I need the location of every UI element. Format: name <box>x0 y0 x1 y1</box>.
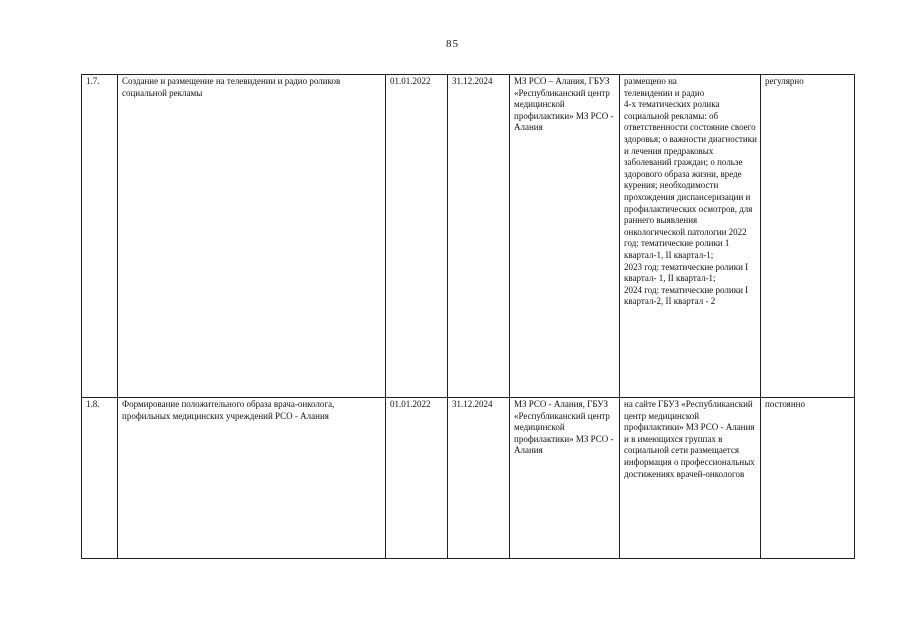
cell-start-date: 01.01.2022 <box>386 75 448 398</box>
table-row <box>82 75 855 398</box>
cell-result: на сайте ГБУЗ «Республиканский центр медицинской профилактики» МЗ РСО - Алания и в имеющихся группах в социальной сети размещается информация о профессиональных достижениях врачей-онкологов <box>620 398 761 559</box>
cell-number: 1.7. <box>82 75 118 398</box>
activities-table <box>81 74 855 559</box>
cell-number: 1.8. <box>82 398 118 559</box>
cell-frequency: регулярно <box>761 75 855 398</box>
cell-end-date: 31.12.2024 <box>448 398 510 559</box>
cell-result: размещено на телевидении и радио 4-х тематических ролика социальной рекламы: об ответственности состояние своего здоровья; о важности диагностики и лечения предраковых заболеваний граждан; о пользе здорового образа жизни, вреде курения; необходимости прохождения диспансеризации и профилактических осмотров, для раннего выявления онкологической патологии 2022 год: тематические ролики 1 квартал-1, II квартал-1; 2023 год: тематические ролики I квартал- 1, II квартал-1; 2024 год: тематические ролики I квартал-2, II квартал - 2 <box>620 75 761 398</box>
cell-frequency: постоянно <box>761 398 855 559</box>
cell-activity-name: Формирование положительного образа врача-онколога, профильных медицинских учреждений РСО - Алания <box>118 398 386 559</box>
table-row <box>82 398 855 559</box>
page-number: 85 <box>446 38 459 50</box>
cell-end-date: 31.12.2024 <box>448 75 510 398</box>
cell-executor: МЗ РСО - Алания, ГБУЗ «Республиканский центр медицинской профилактики» МЗ РСО - Алания <box>510 398 620 559</box>
cell-executor: МЗ РСО – Алания, ГБУЗ «Республиканский центр медицинской профилактики» МЗ РСО - Алания <box>510 75 620 398</box>
cell-start-date: 01.01.2022 <box>386 398 448 559</box>
cell-activity-name: Создание и размещение на телевидении и радио роликов социальной рекламы <box>118 75 386 398</box>
